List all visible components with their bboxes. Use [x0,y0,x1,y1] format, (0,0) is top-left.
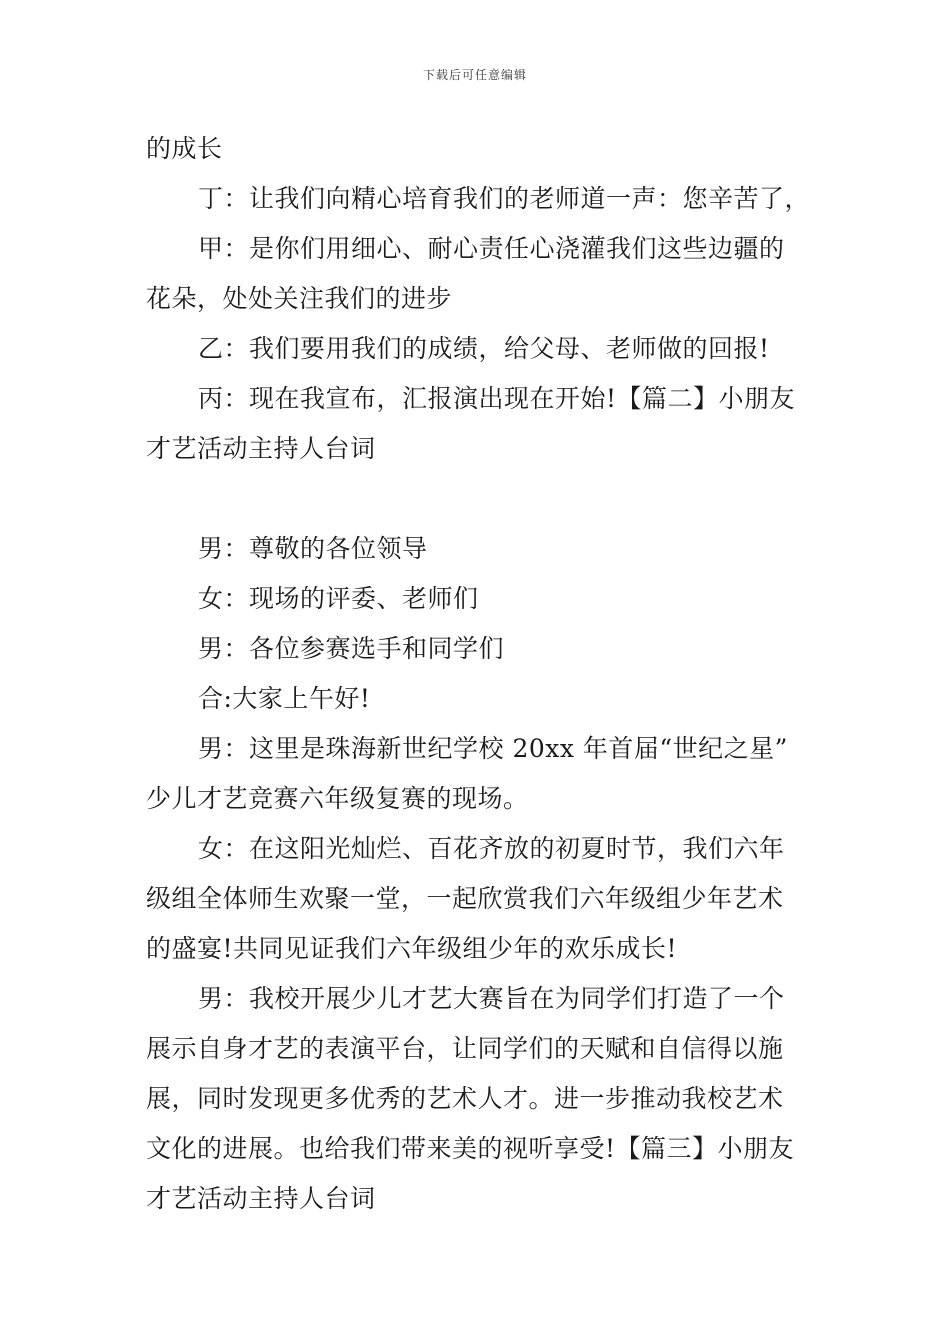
text-line: 展示自身才艺的表演平台，让同学们的天赋和自信得以施 [146,1034,784,1063]
page-header-note: 下载后可任意编辑 [422,68,527,82]
text-line: 甲：是你们用细心、耐心责任心浇灌我们这些边疆的 [198,234,785,263]
text-line: 男：尊敬的各位领导 [198,534,428,563]
blank-line [146,474,810,524]
text-line: 合:大家上午好! [198,684,371,713]
text-line: 男：各位参赛选手和同学们 [198,634,505,663]
text-line: 少儿才艺竞赛六年级复赛的现场。 [146,784,529,813]
text-line: 男：这里是珠海新世纪学校 20xx 年首届“世纪之星” [198,734,788,763]
text-line: 级组全体师生欢聚一堂，一起欣赏我们六年级组少年艺术 [146,884,784,913]
text-line: 展，同时发现更多优秀的艺术人才。进一步推动我校艺术 [146,1084,784,1113]
text-line: 的成长 [146,134,223,163]
text-line: 的盛宴!共同见证我们六年级组少年的欢乐成长! [146,934,678,963]
text-line: 文化的进展。也给我们带来美的视听享受!【篇三】小朋友 [146,1134,795,1163]
text-line: 乙：我们要用我们的成绩，给父母、老师做的回报! [198,334,770,363]
text-line: 丙：现在我宣布，汇报演出现在开始!【篇二】小朋友 [198,384,796,413]
text-line: 女：现场的评委、老师们 [198,584,479,613]
text-line: 丁：让我们向精心培育我们的老师道一声：您辛苦了， [198,184,811,213]
text-line: 花朵，处处关注我们的进步 [146,284,453,313]
text-line: 才艺活动主持人台词 [146,1184,376,1213]
text-line: 男：我校开展少儿才艺大赛旨在为同学们打造了一个 [198,984,785,1013]
text-line: 女：在这阳光灿烂、百花齐放的初夏时节，我们六年 [198,834,785,863]
document-body [146,124,810,1224]
text-line: 才艺活动主持人台词 [146,434,376,463]
